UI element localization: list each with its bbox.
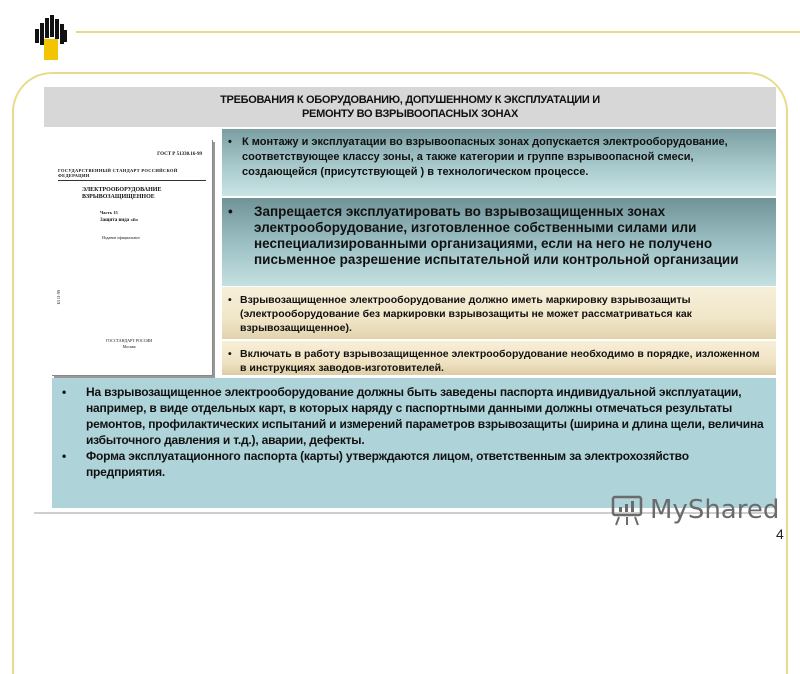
- header-divider: [76, 31, 800, 33]
- requirement-text: Включать в работу взрывозащищенное электрооборудование необходимо в порядке, изложенном в инструкциях заводов-изготовителей.: [240, 348, 760, 374]
- doc-title-line-1: ЭЛЕКТРООБОРУДОВАНИЕ: [82, 187, 162, 193]
- bullet-icon: •: [228, 348, 232, 360]
- requirement-text: Запрещается эксплуатировать во взрывозащищенных зонах электрооборудование, изготовленное собственными силами или неспециализированными организациями, если на него не получено письменное разрешение испытательной или контрольной организации: [254, 204, 739, 267]
- doc-publisher-line-2: Москва: [122, 344, 136, 349]
- page-number: 4: [776, 526, 784, 542]
- rosneft-logo-icon: [34, 15, 68, 61]
- bullet-icon: •: [228, 136, 232, 148]
- passport-item-2: [62, 448, 766, 480]
- doc-standard: ГОСУДАРСТВЕННЫЙ СТАНДАРТ РОССИЙСКОЙ ФЕДЕРАЦИИ: [58, 168, 206, 181]
- bullet-icon: •: [228, 294, 232, 306]
- requirement-item-1: [222, 129, 776, 196]
- doc-publisher-line-1: ГОССТАНДАРТ РОССИИ: [106, 338, 153, 343]
- doc-title-line-2: ВЗРЫВОЗАЩИЩЕННОЕ: [82, 194, 155, 200]
- doc-subtitle: Защита вида «n»: [100, 218, 139, 223]
- doc-publisher: [106, 338, 152, 350]
- requirement-text: Взрывозащищенное электрооборудование должно иметь маркировку взрывозащиты (электрооборудование без маркировки взрывозащиты не может рассматриваться как взрывозащищенное).: [240, 294, 692, 334]
- title-line-2: РЕМОНТУ ВО ВЗРЫВООПАСНЫХ ЗОНАХ: [302, 108, 518, 120]
- title-line-1: ТРЕБОВАНИЯ К ОБОРУДОВАНИЮ, ДОПУШЕННОМУ К ЭКСПЛУАТАЦИИ И: [220, 94, 600, 106]
- requirement-text: К монтажу и эксплуатации во взрывоопасных зонах допускается электрооборудование, соответствующее классу зоны, а также категории и группе взрывоопасной смеси, создающейся (присутствующей ) в технологическом процессе.: [242, 136, 728, 178]
- doc-side-code: БЗ 11-99: [56, 290, 61, 305]
- doc-part: Часть 15: [100, 210, 118, 215]
- myshared-logo-icon: [610, 493, 644, 527]
- bullet-icon: •: [62, 385, 67, 399]
- passport-text: На взрывозащищенное электрооборудование должны быть заведены паспорта индивидуальной эксплуатации, например, в виде отдельных карт, в которых наряду с паспортными данными должны отмечаться результаты ремонтов, профилактических испытаний и измерений параметров взрывозащиты (ширина и длина щели, величина избыточного давления и т.д.), аварии, дефекты.: [86, 385, 764, 447]
- doc-code: ГОСТ Р 51330.16-99: [157, 152, 202, 157]
- bullet-icon: •: [62, 449, 67, 463]
- myshared-watermark: [610, 493, 779, 527]
- bullet-icon: •: [228, 204, 233, 219]
- passport-requirements-box: [52, 378, 776, 508]
- doc-edition: Издание официальное: [102, 235, 140, 240]
- doc-title: [82, 187, 161, 201]
- gost-document-image: [52, 140, 213, 376]
- page-title: [44, 87, 776, 127]
- passport-item-1: [62, 384, 766, 448]
- requirement-item-3: [222, 287, 776, 339]
- passport-text: Форма эксплуатационного паспорта (карты) утверждаются лицом, ответственным за электрохозяйство предприятия.: [86, 449, 689, 479]
- watermark-text: MyShared: [650, 495, 780, 525]
- requirement-item-4: [222, 341, 776, 375]
- requirement-item-2: [222, 198, 776, 286]
